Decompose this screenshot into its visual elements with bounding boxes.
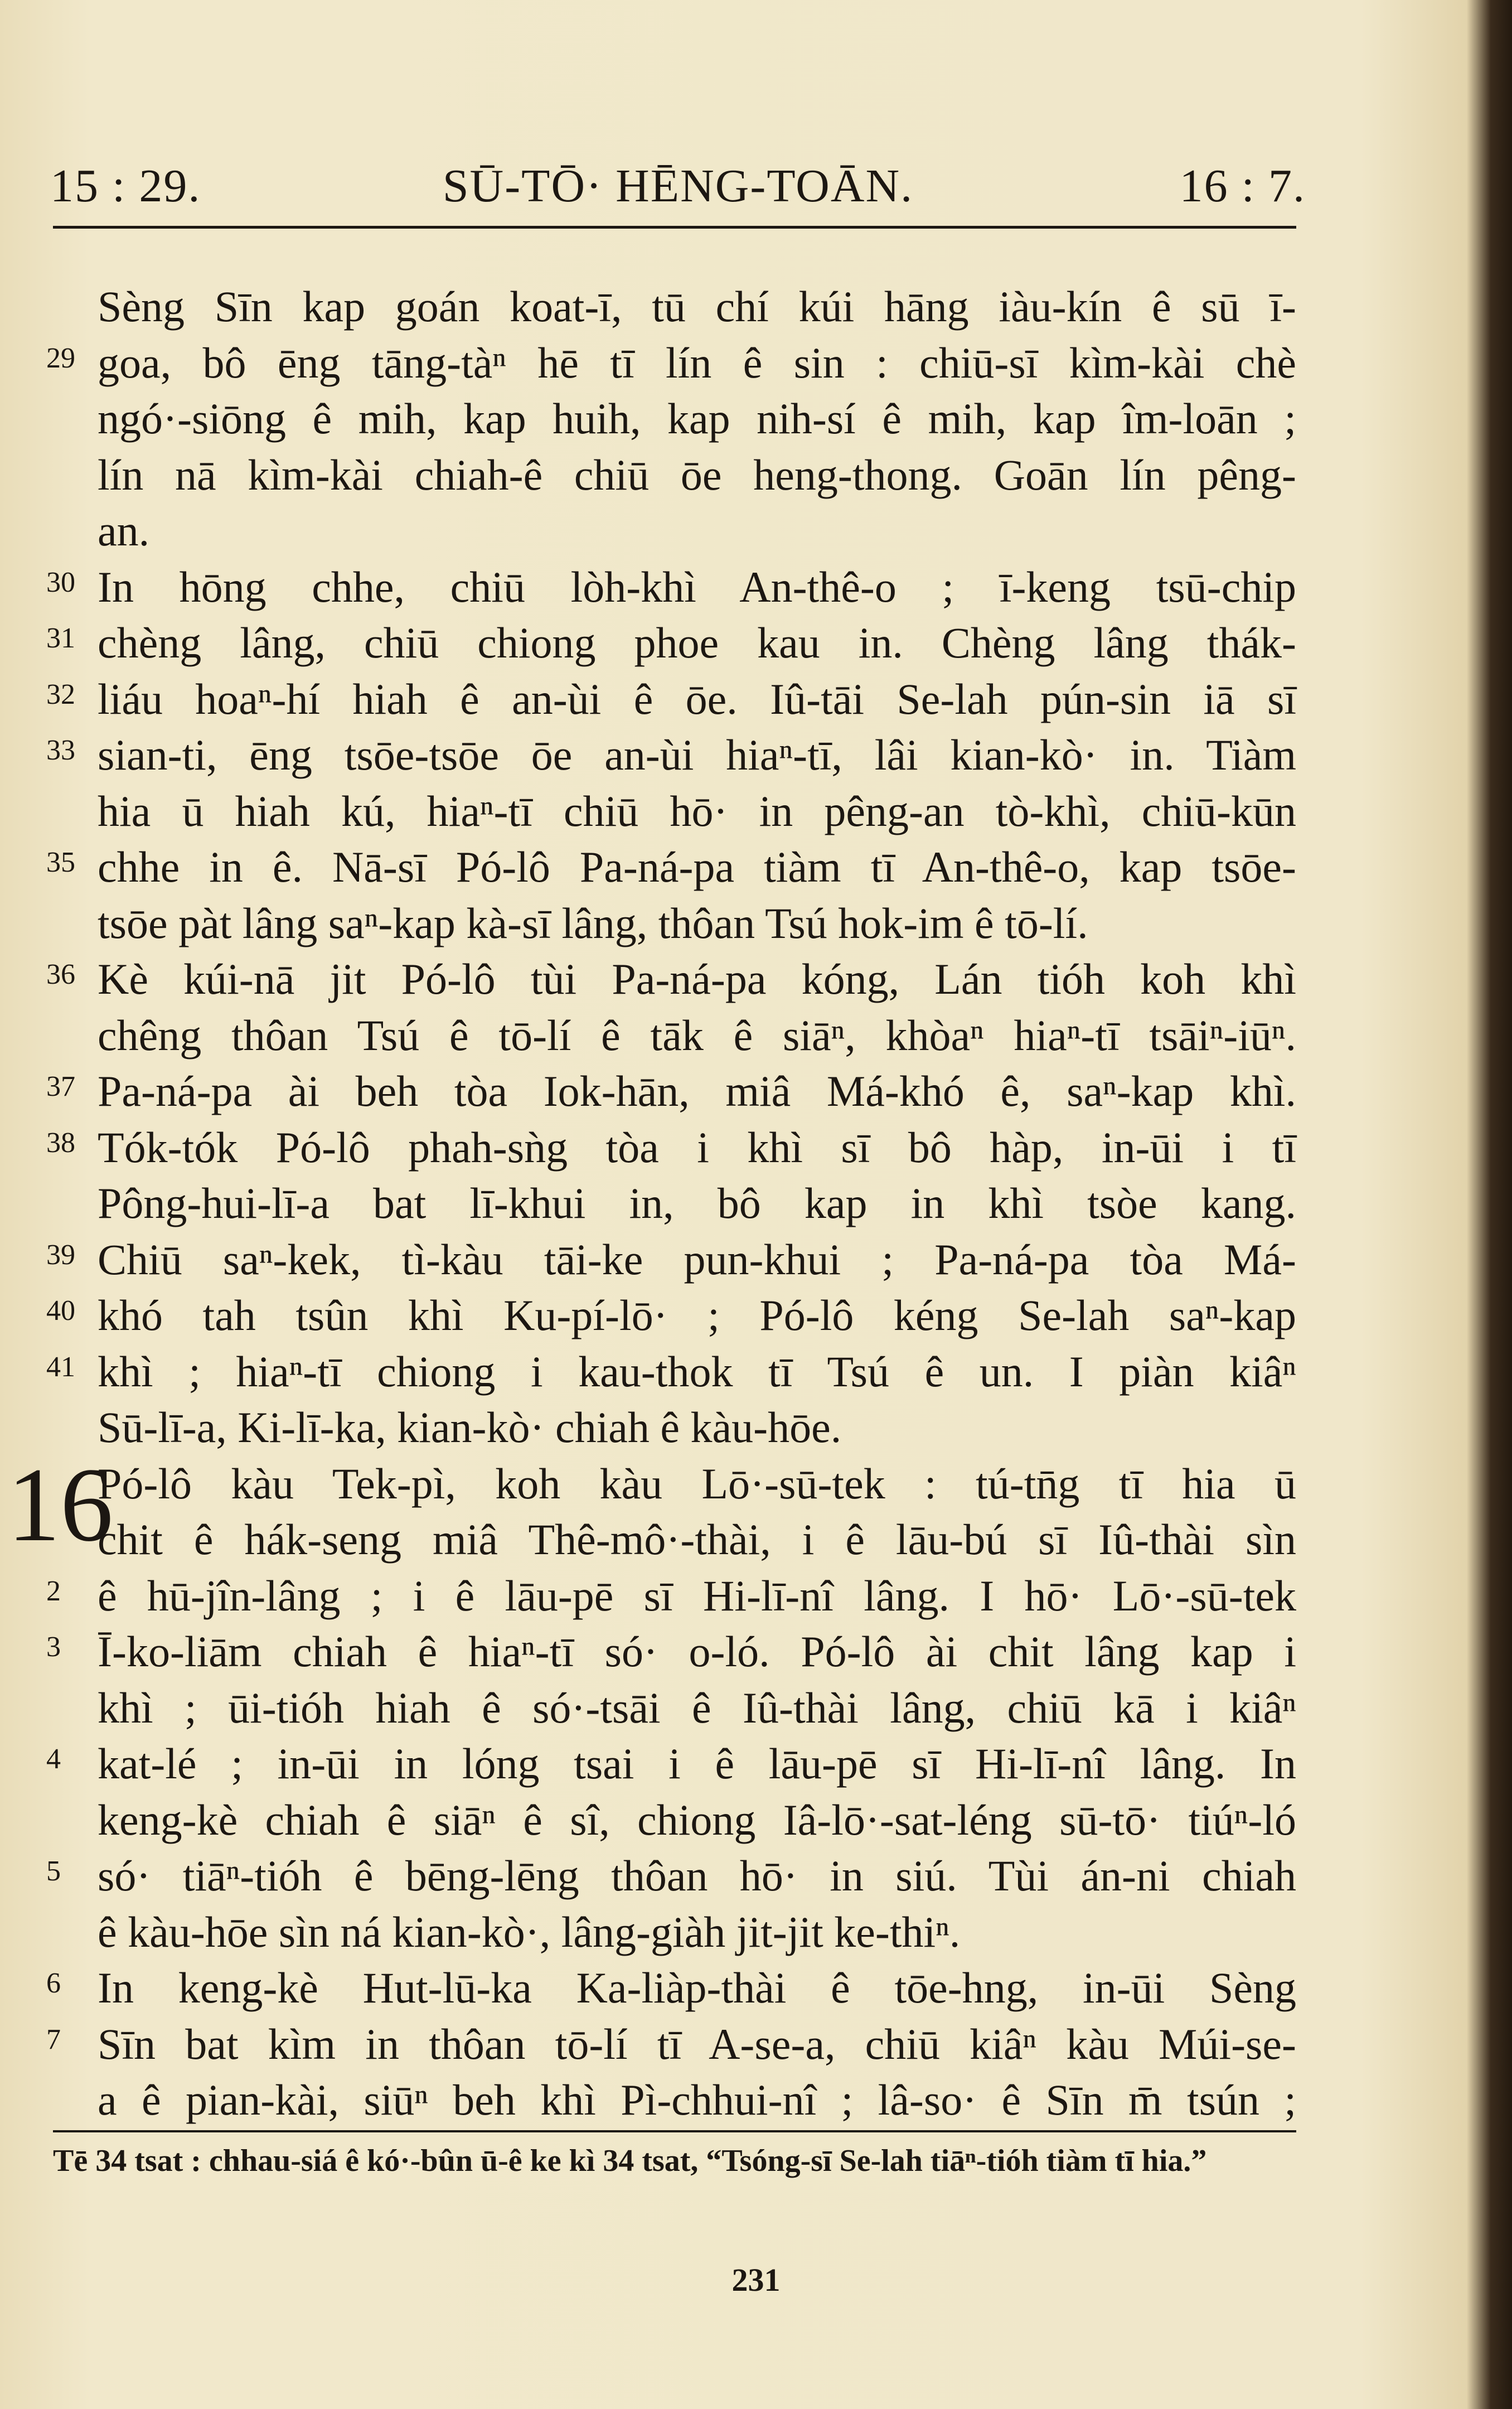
- text-line: [98, 1904, 1296, 1961]
- line-text: kat-lé ; in-ūi in lóng tsai i ê lāu-pē sī Hi-lī-nî lâng. In: [98, 1739, 1296, 1788]
- verse-number: 29: [46, 342, 75, 374]
- verse-number: 30: [46, 566, 75, 598]
- line-text: Ī-ko-liām chiah ê hiaⁿ-tī só· o-ló. Pó-lô ài chit lâng kap i: [98, 1627, 1296, 1676]
- line-text: ê hū-jîn-lâng ; i ê lāu-pē sī Hi-lī-nî lâng. I hō· Lō·-sū-tek: [98, 1571, 1296, 1620]
- verse-number: 40: [46, 1295, 75, 1327]
- header-chapter-verse-end: 16 : 7.: [1179, 160, 1306, 212]
- verse-number: 3: [46, 1631, 61, 1663]
- header-chapter-verse-start: 15 : 29.: [50, 160, 201, 212]
- scripture-text: [7, 279, 1296, 2129]
- text-line: [98, 1176, 1296, 1232]
- footnote-rule: [53, 2130, 1296, 2132]
- line-text: an.: [98, 506, 150, 555]
- verse-number: 32: [46, 678, 75, 710]
- line-text: lín nā kìm-kài chiah-ê chiū ōe heng-thong. Goān lín pêng-: [98, 450, 1296, 499]
- text-line: [98, 1680, 1296, 1736]
- verse-number: 35: [46, 846, 75, 878]
- verse-number: 41: [46, 1351, 75, 1383]
- line-text: goa, bô ēng tāng-tàⁿ hē tī lín ê sin : chiū-sī kìm-kài chè: [98, 338, 1296, 387]
- line-text: ngó·-siōng ê mih, kap huih, kap nih-sí ê mih, kap îm-loān ;: [98, 394, 1296, 443]
- text-line: [98, 447, 1296, 504]
- line-text: sian-ti, ēng tsōe-tsōe ōe an-ùi hiaⁿ-tī, lâi kian-kò· in. Tiàm: [98, 731, 1296, 779]
- chapter-number: 16: [7, 1446, 113, 1564]
- line-text: chit ê hák-seng miâ Thê-mô·-thài, i ê lāu-bú sī Iû-thài sìn: [98, 1515, 1296, 1564]
- footnote: Tē 34 tsat : chhau-siá ê kó·-bûn ū-ê ke kì 34 tsat, “Tsóng-sī Se-lah tiāⁿ-tióh tiàm tī hia.”: [53, 2144, 1207, 2178]
- line-text: Pa-ná-pa ài beh tòa Iok-hān, miâ Má-khó ê, saⁿ-kap khì.: [98, 1067, 1296, 1115]
- line-text: hia ū hiah kú, hiaⁿ-tī chiū hō· in pêng-an tò-khì, chiū-kūn: [98, 786, 1296, 835]
- text-line: [98, 1792, 1296, 1849]
- line-text: a ê pian-kài, siūⁿ beh khì Pì-chhui-nî ; lâ-so· ê Sīn m̄ tsún ;: [98, 2076, 1296, 2124]
- line-text: khó tah tsûn khì Ku-pí-lō· ; Pó-lô kéng Se-lah saⁿ-kap: [98, 1291, 1296, 1339]
- header-book-title: SŪ-TŌ· HĒNG-TOĀN.: [442, 160, 914, 212]
- text-line: [98, 783, 1296, 840]
- text-line: [46, 1344, 1296, 1400]
- line-text: liáu hoaⁿ-hí hiah ê an-ùi ê ōe. Iû-tāi Se-lah pún-sin iā sī: [98, 674, 1296, 723]
- text-line: [46, 1568, 1296, 1624]
- line-text: keng-kè chiah ê siāⁿ ê sî, chiong Iâ-lō·-sat-léng sū-tō· tiúⁿ-ló: [98, 1795, 1296, 1844]
- text-line: [98, 1400, 1296, 1456]
- verse-number: 39: [46, 1239, 75, 1271]
- text-line: [46, 1848, 1296, 1904]
- line-text: khì ; hiaⁿ-tī chiong i kau-thok tī Tsú ê un. I piàn kiâⁿ: [98, 1347, 1296, 1396]
- verse-number: 5: [46, 1855, 61, 1887]
- text-line: [46, 2016, 1296, 2073]
- running-header: [50, 159, 1306, 220]
- line-text: In keng-kè Hut-lū-ka Ka-liàp-thài ê tōe-hng, in-ūi Sèng: [98, 1963, 1296, 2012]
- text-line: [98, 896, 1296, 952]
- text-line: [46, 839, 1296, 896]
- line-text: Chiū saⁿ-kek, tì-kàu tāi-ke pun-khui ; Pa-ná-pa tòa Má-: [98, 1235, 1296, 1284]
- text-line: [98, 391, 1296, 447]
- text-line: [98, 2072, 1296, 2129]
- text-line: [98, 1008, 1296, 1064]
- verse-number: 7: [46, 2023, 61, 2055]
- text-line: [46, 1232, 1296, 1288]
- text-line: [46, 559, 1296, 616]
- verse-number: 38: [46, 1126, 75, 1159]
- text-line: [46, 951, 1296, 1008]
- text-line: [46, 335, 1296, 391]
- line-text: só· tiāⁿ-tióh ê bēng-lēng thôan hō· in siú. Tùi án-ni chiah: [98, 1851, 1296, 1900]
- verse-number: 4: [46, 1743, 61, 1775]
- line-text: chhe in ê. Nā-sī Pó-lô Pa-ná-pa tiàm tī An-thê-o, kap tsōe-: [98, 843, 1296, 891]
- text-line: [46, 615, 1296, 671]
- line-text: chèng lâng, chiū chiong phoe kau in. Chèng lâng thák-: [98, 618, 1296, 667]
- line-text: Kè kúi-nā jit Pó-lô tùi Pa-ná-pa kóng, Lán tióh koh khì: [98, 955, 1296, 1003]
- line-text: Sū-lī-a, Ki-lī-ka, kian-kò· chiah ê kàu-hōe.: [98, 1403, 842, 1452]
- text-line: [46, 1120, 1296, 1176]
- line-text: In hōng chhe, chiū lòh-khì An-thê-o ; ī-keng tsū-chip: [98, 562, 1296, 611]
- line-text: Tók-tók Pó-lô phah-sǹg tòa i khì sī bô hàp, in-ūi i tī: [98, 1123, 1296, 1172]
- text-line: [46, 1960, 1296, 2016]
- line-text: tsōe pàt lâng saⁿ-kap kà-sī lâng, thôan Tsú hok-im ê tō-lí.: [98, 898, 1088, 947]
- line-text: Pông-hui-lī-a bat lī-khui in, bô kap in khì tsòe kang.: [98, 1179, 1296, 1227]
- text-line: [46, 1736, 1296, 1792]
- verse-number: 36: [46, 959, 75, 990]
- verse-number: 2: [46, 1575, 61, 1607]
- line-text: khì ; ūi-tióh hiah ê só·-tsāi ê Iû-thài lâng, chiū kā i kiâⁿ: [98, 1683, 1296, 1732]
- line-text: Sèng Sīn kap goán koat-ī, tū chí kúi hāng iàu-kín ê sū ī-: [98, 282, 1296, 331]
- line-text: ê kàu-hōe sìn ná kian-kò·, lâng-giàh jit-jit ke-thiⁿ.: [98, 1907, 961, 1956]
- text-line: [98, 1512, 1296, 1568]
- text-line: [98, 279, 1296, 335]
- text-line: [46, 1288, 1296, 1344]
- header-rule: [53, 226, 1296, 229]
- line-text: Pó-lô kàu Tek-pì, koh kàu Lō·-sū-tek : tú-tn̄g tī hia ū: [98, 1459, 1296, 1508]
- text-line: [46, 727, 1296, 783]
- text-line: [98, 503, 1296, 559]
- text-line: [46, 1063, 1296, 1120]
- line-text: Sīn bat kìm in thôan tō-lí tī A-se-a, chiū kiâⁿ kàu Múi-se-: [98, 2019, 1296, 2068]
- verse-number: 33: [46, 734, 75, 766]
- text-line: [46, 1624, 1296, 1680]
- page-number: 231: [731, 2262, 781, 2298]
- verse-number: 37: [46, 1071, 75, 1102]
- line-text: chêng thôan Tsú ê tō-lí ê tāk ê siāⁿ, khòaⁿ hiaⁿ-tī tsāiⁿ-iūⁿ.: [98, 1010, 1296, 1060]
- text-line: [46, 671, 1296, 728]
- verse-number: 31: [46, 622, 75, 654]
- verse-number: 6: [46, 1967, 61, 1999]
